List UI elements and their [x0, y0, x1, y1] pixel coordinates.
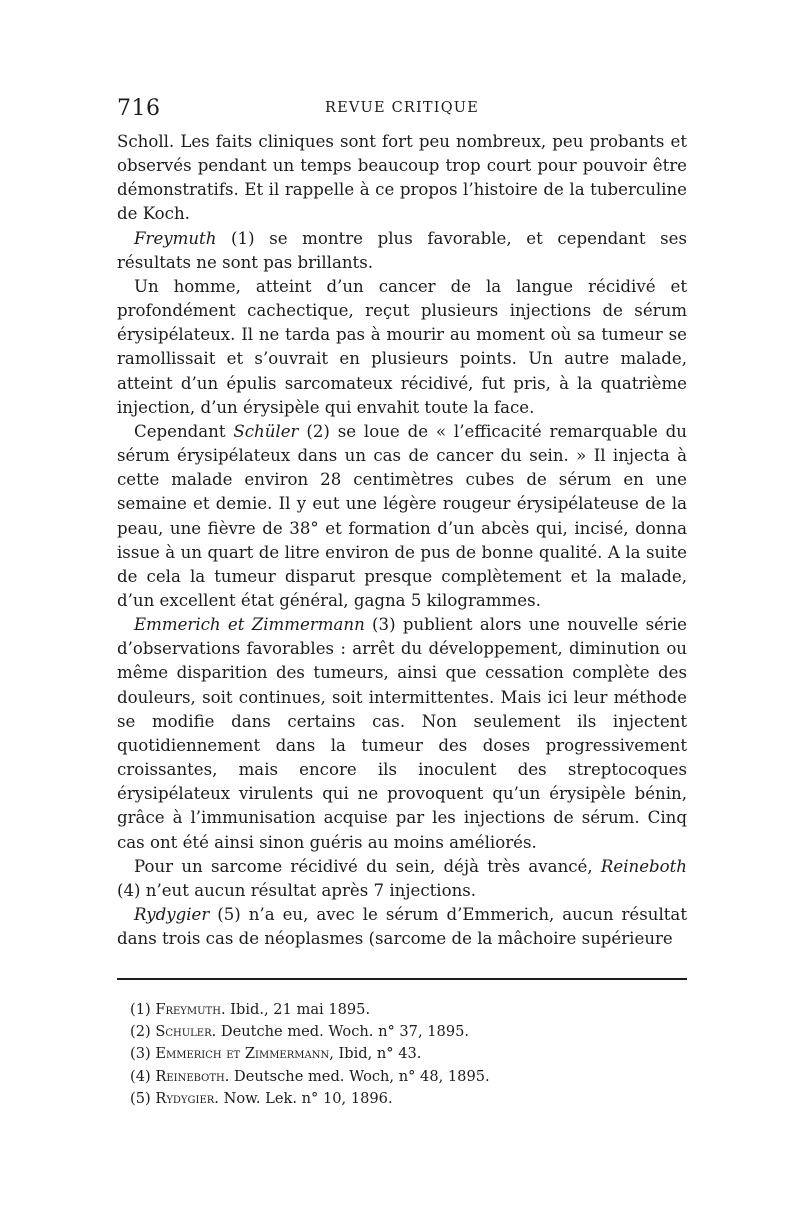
paragraph-text: (1) se montre plus favorable, et cependant ses résultats ne sont pas brillants. — [117, 228, 687, 272]
paragraph-4 — [117, 420, 687, 613]
paragraph-text: (2) se loue de « l’efficacité remarquable du sérum érysipélateux dans un cas de cancer du sein. » Il injecta à cette malade environ 28 centimètres cubes de sérum en une semaine et demie. Il y eut une légère rougeur érysipélateuse de la peau, une fièvre de 38° et formation d’un abcès qui, incisé, donna issue à un quart de litre environ de pus de bonne qualité. A la suite de cela la tumeur disparut presque complètement et la malade, d’un excellent état général, gagna 5 kilogrammes. — [117, 421, 687, 610]
paragraph-text: (3) publient alors une nouvelle série d’observations favorables : arrêt du développement, diminution ou même disparition des tumeurs, ainsi que cessation complète des douleurs, soit continues, soit intermittentes. Mais ici leur méthode se modifie dans certains cas. Non seulement ils injectent quotidiennement dans la tumeur des doses progressivement croissantes, mais encore ils inoculent des streptocoques érysipélateux virulents qui ne provoquent qu’un érysipèle bénin, grâce à l’immunisation acquise par les injections de sérum. Cinq cas ont été ainsi sinon guéris au moins améliorés. — [117, 615, 687, 852]
paragraph-1 — [117, 130, 687, 227]
footnote-4 — [130, 1066, 690, 1088]
footnote-author: Freymuth. — [155, 1001, 226, 1018]
footnote-marker: (5) — [130, 1089, 151, 1107]
footnote-source: Ibid., 21 mai 1895. — [230, 1001, 371, 1018]
footnote-source: Now. Lek. n° 10, 1896. — [223, 1089, 393, 1107]
footnote-marker: (1) — [130, 1001, 151, 1018]
paragraph-3 — [117, 275, 687, 420]
author-name-freymuth: Freymuth — [134, 228, 217, 248]
footnote-author: Schuler. — [155, 1023, 217, 1041]
footnote-source: Deutsche med. Woch, n° 48, 1895. — [234, 1067, 490, 1085]
footnote-source: Deutche med. Woch. n° 37, 1895. — [220, 1023, 470, 1041]
paragraph-2 — [117, 227, 687, 275]
footnote-author: Emmerich et Zimmermann, — [155, 1045, 334, 1063]
paragraph-text: Scholl. Les faits cliniques sont fort peu nombreux, peu probants et observés pendant un temps beaucoup trop court pour pouvoir être démonstratifs. Et il rappelle à ce propos l’histoire de la tuberculine de Koch. — [117, 132, 687, 224]
footnote-author: Reineboth. — [155, 1067, 230, 1085]
author-name-schuler: Schüler — [233, 421, 299, 441]
page-header — [117, 96, 687, 126]
footnote-marker: (4) — [130, 1067, 151, 1085]
author-name-emmerich-zimmermann: Emmerich et Zimmermann — [134, 615, 365, 635]
paragraph-5 — [117, 613, 687, 855]
footnotes — [130, 999, 690, 1110]
footnote-1 — [130, 999, 690, 1021]
footnote-source: Ibid, n° 43. — [338, 1045, 422, 1063]
paragraph-text: Un homme, atteint d’un cancer de la langue récidivé et profondément cachectique, reçut plusieurs injections de sérum érysipélateux. Il ne tarda pas à mourir au moment où sa tumeur se ramollissait et s’ouvrait en plusieurs points. Un autre malade, atteint d’un épulis sarcomateux récidivé, fut pris, à la quatrième injection, d’un érysipèle qui envahit toute la face. — [117, 276, 687, 417]
paragraph-text: (5) n’a eu, avec le sérum d’Emmerich, aucun résultat dans trois cas de néoplasmes (sarcome de la mâchoire supérieure — [117, 905, 687, 949]
paragraph-6 — [117, 855, 687, 903]
footnote-5 — [130, 1088, 690, 1110]
body-text — [117, 130, 687, 951]
footnote-marker: (2) — [130, 1023, 151, 1041]
paragraph-7 — [117, 903, 687, 951]
footnote-2 — [130, 1021, 690, 1043]
paragraph-text: Cependant — [134, 421, 234, 441]
running-title: REVUE CRITIQUE — [324, 100, 480, 116]
footnote-marker: (3) — [130, 1045, 151, 1063]
author-name-reineboth: Reineboth — [600, 856, 687, 876]
footnote-3 — [130, 1043, 690, 1065]
page-number: 716 — [117, 96, 161, 121]
paragraph-text: Pour un sarcome récidivé du sein, déjà très avancé, — [134, 856, 601, 876]
paragraph-text: (4) n’eut aucun résultat après 7 injections. — [117, 880, 477, 900]
footnote-divider — [117, 978, 687, 980]
footnote-author: Rydygier. — [155, 1089, 219, 1107]
author-name-rydygier: Rydygier — [134, 905, 210, 924]
